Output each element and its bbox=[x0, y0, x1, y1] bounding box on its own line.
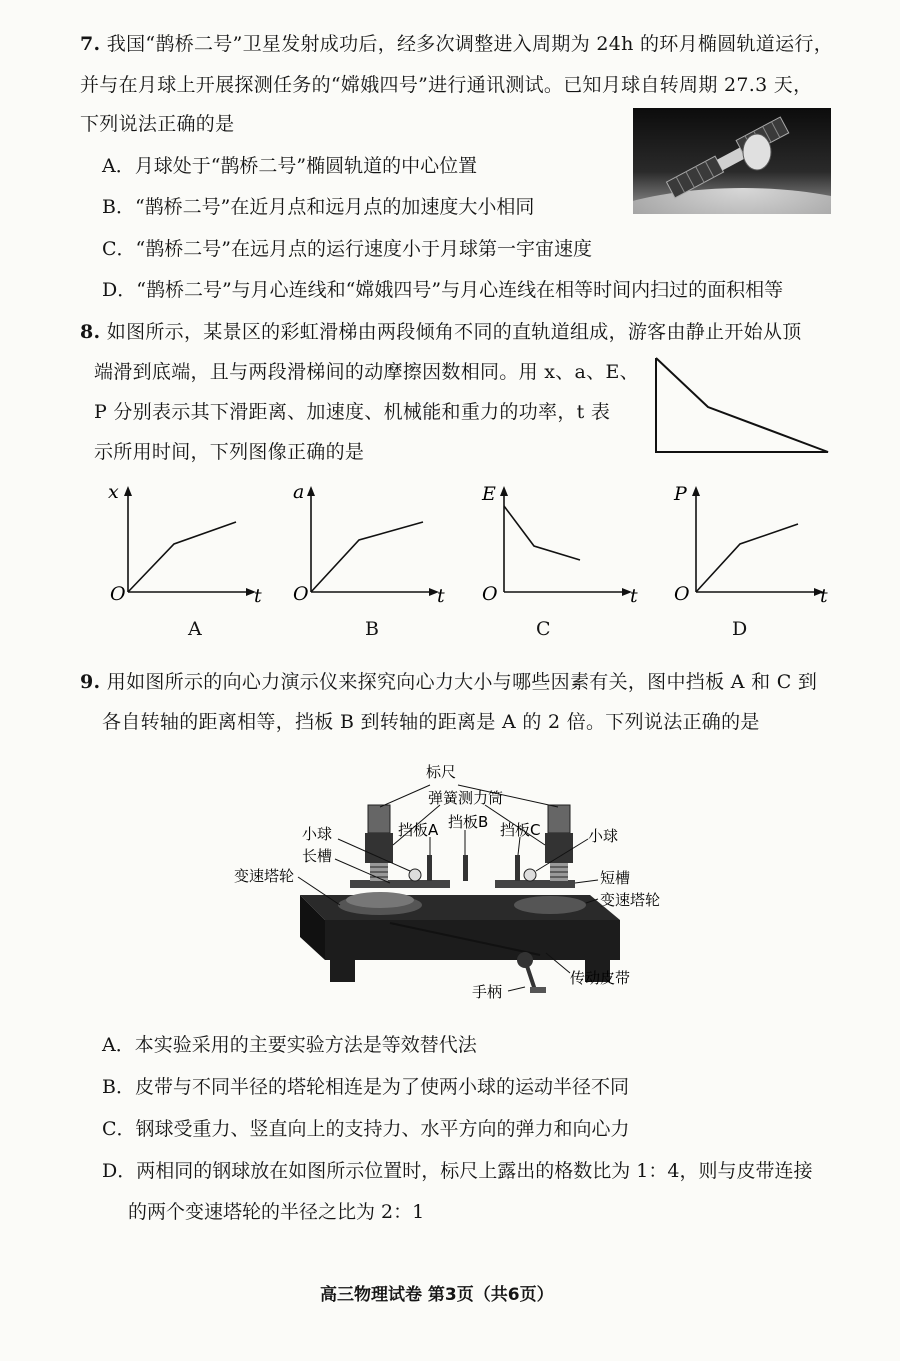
graph-b-curve bbox=[311, 522, 423, 592]
graph-a bbox=[100, 480, 270, 645]
label-short-groove: 短槽 bbox=[600, 869, 631, 887]
label-ruler: 标尺 bbox=[426, 763, 457, 781]
slide-track bbox=[656, 358, 828, 452]
label-pulley-right: 变速塔轮 bbox=[600, 891, 661, 909]
graph-c bbox=[476, 480, 646, 645]
graph-b-origin: O bbox=[293, 583, 309, 605]
q9-option-b: B．皮带与不同半径的塔轮相连是为了使两小球的运动半径不同 bbox=[102, 1076, 629, 1098]
q8-line-4: 示所用时间，下列图像正确的是 bbox=[94, 441, 365, 463]
graph-d-plot bbox=[668, 480, 838, 605]
graph-c-curve bbox=[504, 506, 580, 560]
q8-text-1: 如图所示，某景区的彩虹滑梯由两段倾角不同的直轨道组成，游客由静止开始从顶 bbox=[106, 321, 802, 343]
q8-line-3: P 分别表示其下滑距离、加速度、机械能和重力的功率，t 表 bbox=[94, 401, 611, 423]
graph-d bbox=[668, 480, 838, 645]
centripetal-apparatus bbox=[230, 755, 690, 1010]
satellite-illustration bbox=[633, 108, 831, 214]
q7-number: 7. bbox=[80, 33, 101, 55]
q9-option-d: D．两相同的钢球放在如图所示位置时，标尺上露出的格数比为 1：4，则与皮带连接 bbox=[102, 1160, 813, 1182]
page-footer: 高三物理试卷 第3页（共6页） bbox=[320, 1285, 554, 1305]
graph-d-option: D bbox=[732, 618, 748, 640]
q8-number: 8. bbox=[80, 321, 101, 343]
q9-line-1 bbox=[80, 668, 817, 696]
q7-line-1 bbox=[80, 30, 833, 58]
q7-option-b: B．“鹊桥二号”在近月点和远月点的加速度大小相同 bbox=[102, 196, 535, 218]
label-ball-left: 小球 bbox=[302, 825, 333, 843]
graph-c-origin: O bbox=[482, 583, 498, 605]
q8-line-2: 端滑到底端，且与两段滑梯间的动摩擦因数相同。用 x、a、E、 bbox=[94, 361, 639, 383]
q9-option-d-cont: 的两个变速塔轮的半径之比为 2：1 bbox=[128, 1201, 425, 1223]
graph-d-xlabel: t bbox=[820, 585, 828, 605]
graph-b bbox=[283, 480, 453, 645]
q9-number: 9. bbox=[80, 671, 101, 693]
q9-option-c: C．钢球受重力、竖直向上的支持力、水平方向的弹力和向心力 bbox=[102, 1118, 630, 1140]
q9-text-1: 用如图所示的向心力演示仪来探究向心力大小与哪些因素有关，图中挡板 A 和 C 到 bbox=[106, 671, 818, 693]
graph-b-plot bbox=[283, 480, 453, 605]
graph-d-curve bbox=[696, 524, 798, 592]
graph-c-xlabel: t bbox=[630, 585, 638, 605]
q7-line-2: 并与在月球上开展探测任务的“嫦娥四号”进行通讯测试。已知月球自转周期 27.3 天， bbox=[80, 74, 813, 96]
graph-d-origin: O bbox=[674, 583, 690, 605]
graph-c-plot bbox=[476, 480, 646, 605]
graph-c-ylabel: E bbox=[482, 483, 496, 505]
satellite-image bbox=[633, 108, 831, 214]
q7-line-3: 下列说法正确的是 bbox=[80, 113, 235, 135]
graph-b-option: B bbox=[365, 618, 379, 640]
graph-a-plot bbox=[100, 480, 270, 605]
graph-d-ylabel: P bbox=[674, 483, 687, 505]
q7-text-1: 我国“鹊桥二号”卫星发射成功后，经多次调整进入周期为 24h 的环月椭圆轨道运行， bbox=[106, 33, 834, 55]
q9-line-2: 各自转轴的距离相等，挡板 B 到转轴的距离是 A 的 2 倍。下列说法正确的是 bbox=[102, 711, 760, 733]
label-belt: 传动皮带 bbox=[570, 969, 631, 987]
slide-diagram bbox=[650, 352, 835, 460]
label-baffle-a: 挡板A bbox=[398, 821, 439, 839]
label-spring-tube: 弹簧测力筒 bbox=[428, 789, 504, 807]
graph-b-ylabel: a bbox=[293, 481, 305, 503]
graph-a-option: A bbox=[188, 618, 202, 640]
label-ball-right: 小球 bbox=[588, 827, 619, 845]
label-baffle-b: 挡板B bbox=[448, 813, 489, 831]
graph-c-option: C bbox=[536, 618, 551, 640]
q7-option-c: C．“鹊桥二号”在远月点的运行速度小于月球第一宇宙速度 bbox=[102, 238, 592, 260]
label-baffle-c: 挡板C bbox=[500, 821, 541, 839]
q8-line-1 bbox=[80, 318, 802, 346]
graph-a-xlabel: t bbox=[254, 585, 262, 605]
q7-option-d: D．“鹊桥二号”与月心连线和“嫦娥四号”与月心连线在相等时间内扫过的面积相等 bbox=[102, 279, 784, 301]
q9-option-a: A．本实验采用的主要实验方法是等效替代法 bbox=[102, 1034, 477, 1056]
graph-a-curve bbox=[128, 522, 236, 592]
graph-a-ylabel: x bbox=[108, 481, 119, 503]
label-long-groove: 长槽 bbox=[302, 847, 333, 865]
graph-a-origin: O bbox=[110, 583, 126, 605]
label-handle: 手柄 bbox=[472, 983, 503, 1001]
q7-option-a: A．月球处于“鹊桥二号”椭圆轨道的中心位置 bbox=[102, 155, 478, 177]
graph-b-xlabel: t bbox=[437, 585, 445, 605]
label-pulley-left: 变速塔轮 bbox=[234, 867, 295, 885]
